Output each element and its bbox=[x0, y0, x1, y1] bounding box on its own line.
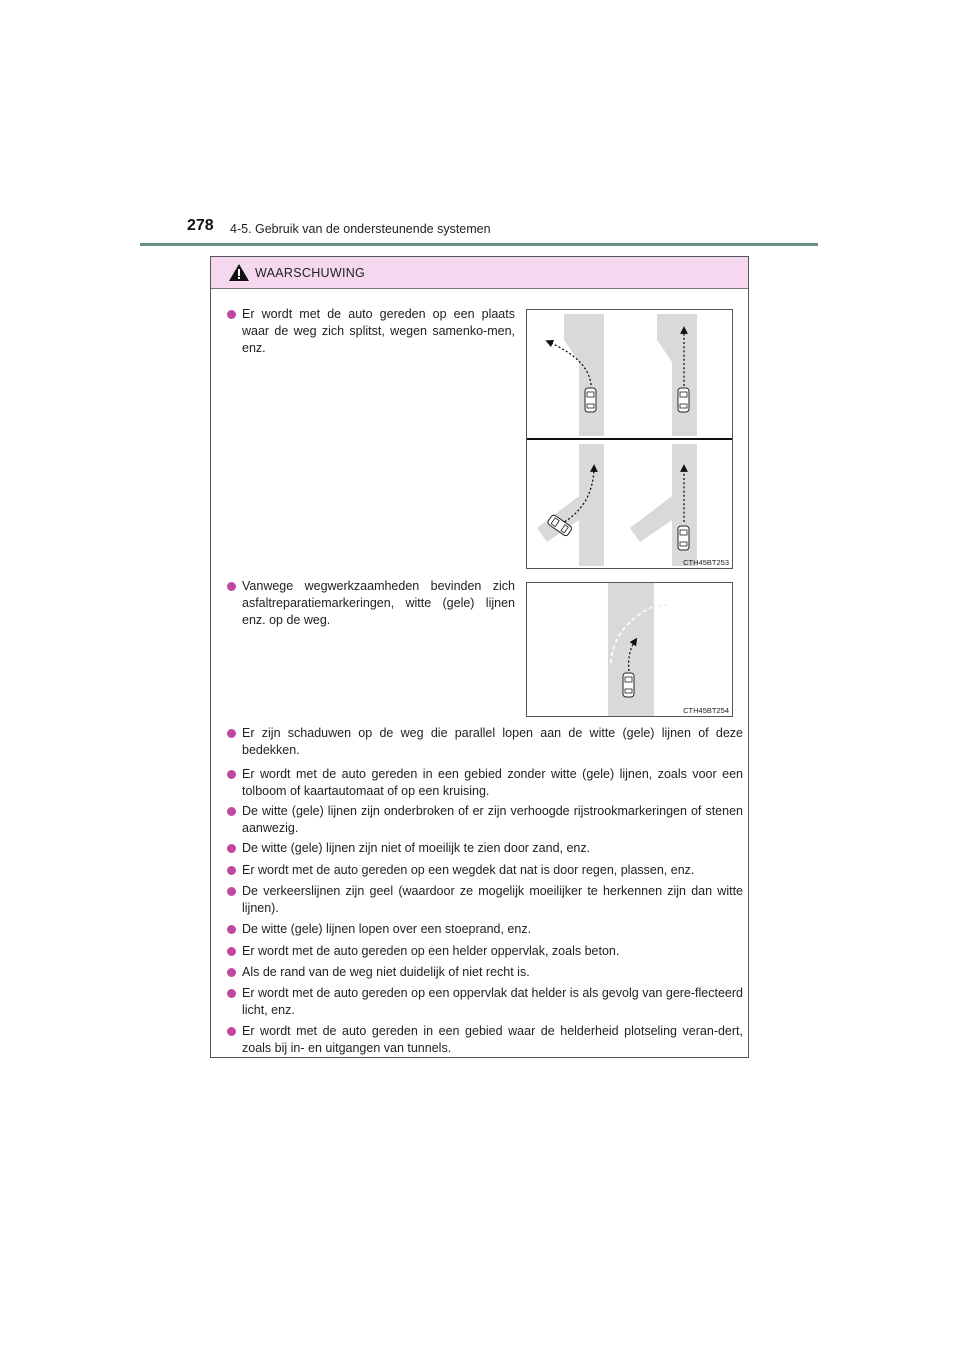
list-item-text: Er wordt met de auto gereden op een plaats waar de weg zich splitst, wegen samenko-men, enz. bbox=[242, 307, 515, 355]
list-item-text: De witte (gele) lijnen zijn niet of moeilijk te zien door zand, enz. bbox=[242, 841, 591, 855]
car-icon bbox=[678, 526, 689, 550]
list-item-text: Vanwege wegwerkzaamheden bevinden zich asfaltreparatiemarkeringen, witte (gele) lijnen enz. op de weg. bbox=[242, 579, 515, 627]
bullet-dot bbox=[227, 582, 236, 591]
list-item bbox=[227, 306, 515, 357]
page-number: 278 bbox=[187, 217, 214, 234]
figure-road-merging bbox=[526, 309, 733, 569]
list-item-text: Er wordt met de auto gereden op een oppervlak dat helder is als gevolg van gere-flecteerd licht, enz. bbox=[242, 986, 743, 1017]
list-item-text: De witte (gele) lijnen zijn onderbroken of er zijn verhoogde rijstrookmarkeringen of stenen aanwezig. bbox=[242, 804, 743, 835]
list-item-text: Er wordt met de auto gereden in een gebied waar de helderheid plotseling veran-dert, zoals bij in- en uitgangen van tunnels. bbox=[242, 1024, 743, 1055]
bullet-dot bbox=[227, 310, 236, 319]
list-item bbox=[227, 578, 515, 629]
bullet-dot bbox=[227, 925, 236, 934]
warning-header bbox=[211, 257, 748, 289]
bullet-dot bbox=[227, 866, 236, 875]
list-item-text: Als de rand van de weg niet duidelijk of niet recht is. bbox=[242, 965, 530, 979]
bullet-dot bbox=[227, 947, 236, 956]
list-item bbox=[227, 725, 743, 759]
list-item bbox=[227, 766, 743, 800]
bullet-dot bbox=[227, 807, 236, 816]
list-item-text: Er wordt met de auto gereden op een helder oppervlak, zoals beton. bbox=[242, 944, 620, 958]
bullet-dot bbox=[227, 729, 236, 738]
figure-road-works bbox=[526, 582, 733, 717]
warning-box bbox=[210, 256, 749, 1058]
list-item bbox=[227, 883, 743, 917]
list-item-text: Er wordt met de auto gereden op een wegdek dat nat is door regen, plassen, enz. bbox=[242, 863, 695, 877]
bullet-dot bbox=[227, 887, 236, 896]
list-item bbox=[227, 862, 743, 879]
road-repair-markings-illustration bbox=[527, 583, 732, 716]
section-title: 4-5. Gebruik van de ondersteunende systemen bbox=[230, 222, 491, 236]
list-item bbox=[227, 1023, 743, 1057]
list-item bbox=[227, 840, 743, 857]
bullet-dot bbox=[227, 989, 236, 998]
car-icon bbox=[678, 388, 689, 412]
road-merge-illustration bbox=[527, 310, 732, 568]
warning-triangle-icon bbox=[229, 264, 249, 281]
warning-title: WAARSCHUWING bbox=[255, 266, 366, 280]
car-icon bbox=[623, 673, 634, 697]
bullet-dot bbox=[227, 770, 236, 779]
list-item bbox=[227, 803, 743, 837]
list-item bbox=[227, 964, 743, 981]
list-item-text: De witte (gele) lijnen lopen over een stoeprand, enz. bbox=[242, 922, 532, 936]
figure-code: CTH45BT254 bbox=[683, 706, 729, 715]
bullet-dot bbox=[227, 968, 236, 977]
list-item-text: Er wordt met de auto gereden in een gebied zonder witte (gele) lijnen, zoals voor een tolboom of kaartautomaat of op een kruising. bbox=[242, 767, 743, 798]
header-rule bbox=[140, 243, 818, 246]
bullet-dot bbox=[227, 844, 236, 853]
figure-code: CTH45BT253 bbox=[683, 558, 729, 567]
car-icon bbox=[585, 388, 596, 412]
list-item-text: Er zijn schaduwen op de weg die parallel lopen aan de witte (gele) lijnen of deze bedekken. bbox=[242, 726, 743, 757]
bullet-dot bbox=[227, 1027, 236, 1036]
list-item bbox=[227, 943, 743, 960]
list-item bbox=[227, 921, 743, 938]
list-item bbox=[227, 985, 743, 1019]
list-item-text: De verkeerslijnen zijn geel (waardoor ze mogelijk moeilijker te herkennen zijn dan witte lijnen). bbox=[242, 884, 743, 915]
